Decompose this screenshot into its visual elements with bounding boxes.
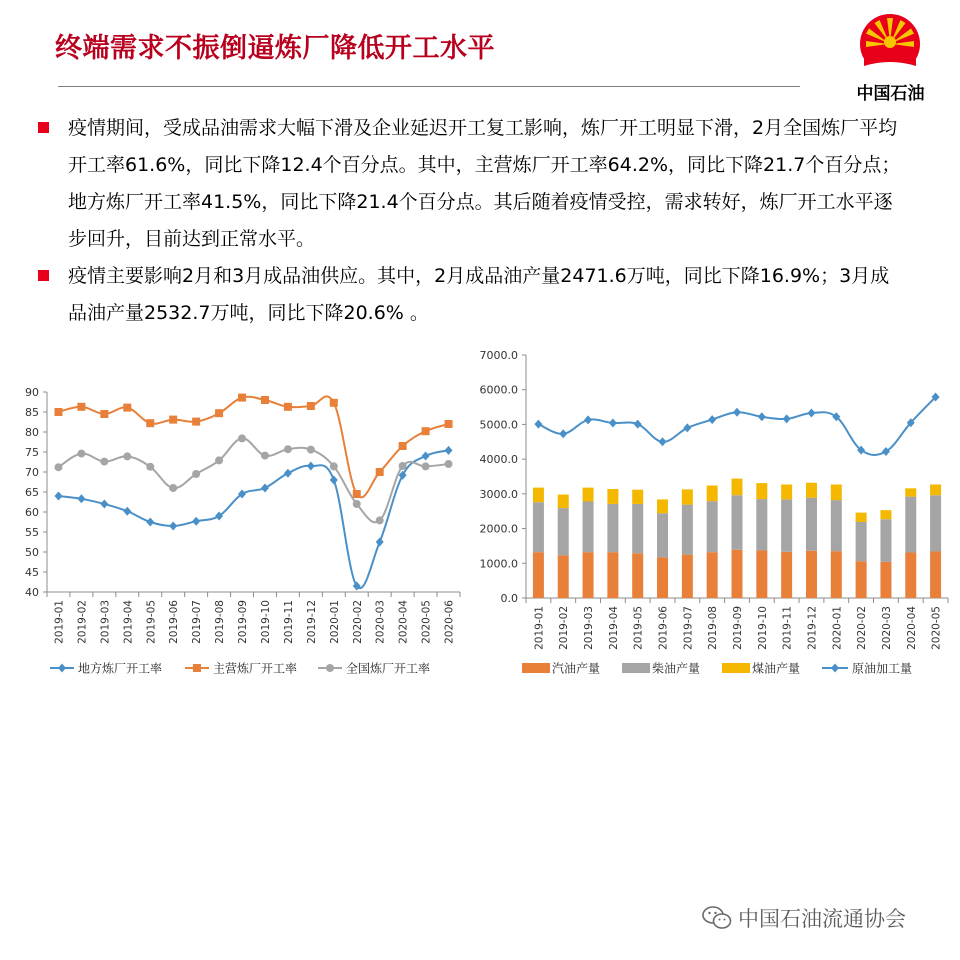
x-tick-label: 2019-04	[122, 600, 135, 644]
bar-segment	[607, 489, 618, 504]
bar-segment	[831, 484, 842, 500]
y-tick-label: 4000.0	[479, 453, 518, 467]
x-tick-label: 2020-04	[397, 600, 410, 644]
y-tick-label: 2000.0	[479, 522, 518, 536]
bar-segment	[632, 553, 643, 598]
data-point	[77, 494, 85, 503]
bullet-square-icon	[38, 270, 49, 281]
bullet-item	[36, 258, 906, 332]
x-tick-label: 2019-07	[191, 600, 204, 644]
data-point	[238, 434, 246, 442]
data-point	[307, 462, 315, 471]
bar-segment	[930, 495, 941, 551]
bar-segment	[806, 483, 817, 498]
data-point	[284, 403, 292, 411]
data-point	[169, 484, 177, 492]
bar-segment	[756, 483, 767, 499]
data-point	[445, 420, 453, 428]
data-point	[54, 492, 62, 501]
data-point	[238, 394, 246, 402]
x-tick-label: 2019-12	[305, 600, 318, 644]
x-tick-label: 2020-05	[930, 606, 943, 650]
bar-segment	[657, 499, 668, 513]
crude-data-point	[534, 420, 542, 429]
data-point	[100, 500, 108, 509]
x-tick-label: 2019-11	[781, 606, 794, 650]
data-point	[54, 463, 62, 471]
legend-swatch-marker	[58, 664, 66, 673]
data-point	[123, 452, 131, 460]
bar-segment	[707, 501, 718, 552]
bar-segment	[607, 552, 618, 598]
legend-label: 全国炼厂开工率	[346, 661, 431, 676]
x-tick-label: 2019-01	[53, 600, 66, 644]
data-point	[376, 538, 384, 547]
wechat-icon	[702, 905, 732, 931]
x-tick-label: 2020-05	[420, 600, 433, 644]
bullet-item	[36, 110, 906, 258]
series-line	[58, 450, 448, 588]
x-tick-label: 2019-08	[214, 600, 227, 644]
legend-swatch-bar	[522, 663, 550, 673]
bullet-list	[36, 110, 906, 332]
legend-swatch-marker	[326, 664, 334, 672]
data-point	[445, 446, 453, 455]
crude-data-point	[559, 429, 567, 438]
data-point	[123, 404, 131, 412]
data-point	[123, 507, 131, 516]
data-point	[376, 516, 384, 524]
bullet-square-icon	[38, 122, 49, 133]
footer-text: 中国石油流通协会	[738, 907, 906, 931]
y-tick-label: 70	[25, 466, 39, 479]
data-point	[215, 456, 223, 464]
legend-swatch-marker	[831, 664, 839, 673]
x-tick-label: 2019-03	[99, 600, 112, 644]
y-tick-label: 75	[25, 446, 39, 459]
crude-data-point	[733, 408, 741, 417]
x-tick-label: 2019-09	[732, 606, 744, 650]
refined-oil-output-bar-chart	[468, 340, 958, 690]
x-tick-label: 2020-02	[856, 606, 869, 650]
bar-segment	[707, 486, 718, 502]
bar-segment	[558, 555, 569, 598]
x-tick-label: 2019-02	[558, 606, 571, 650]
data-point	[284, 469, 292, 478]
data-point	[261, 484, 269, 493]
bar-segment	[732, 479, 743, 496]
crude-line	[538, 397, 935, 455]
bar-segment	[905, 497, 916, 553]
data-point	[353, 582, 361, 591]
y-tick-label: 7000.0	[479, 349, 518, 362]
x-tick-label: 2020-01	[328, 600, 341, 644]
page-title: 终端需求不振倒逼炼厂降低开工水平	[55, 33, 495, 64]
x-tick-label: 2020-03	[374, 600, 387, 644]
x-tick-label: 2020-01	[831, 606, 844, 650]
y-tick-label: 85	[25, 406, 39, 419]
data-point	[330, 476, 338, 485]
bar-segment	[930, 484, 941, 495]
x-tick-label: 2019-08	[707, 606, 720, 650]
x-tick-label: 2019-04	[607, 606, 620, 650]
crude-data-point	[708, 415, 716, 424]
bar-segment	[657, 513, 668, 557]
bar-segment	[533, 552, 544, 598]
footer-watermark	[702, 903, 906, 933]
bar-segment	[583, 501, 594, 552]
crude-data-point	[659, 437, 667, 446]
data-point	[330, 462, 338, 470]
bar-segment	[880, 519, 891, 562]
bar-segment	[607, 504, 618, 552]
bar-segment	[707, 552, 718, 598]
legend-label: 柴油产量	[652, 661, 701, 676]
data-point	[192, 470, 200, 478]
y-tick-label: 0.0	[500, 592, 518, 605]
data-point	[77, 403, 85, 411]
bar-segment	[880, 562, 891, 598]
legend-label: 主营炼厂开工率	[213, 661, 298, 676]
bar-segment	[583, 552, 594, 598]
data-point	[261, 452, 269, 460]
x-tick-label: 2019-03	[583, 606, 596, 650]
data-point	[215, 409, 223, 417]
x-tick-label: 2019-07	[682, 606, 695, 650]
data-point	[353, 490, 361, 498]
data-point	[100, 410, 108, 418]
x-tick-label: 2019-01	[533, 606, 546, 650]
bar-segment	[632, 504, 643, 553]
y-tick-label: 65	[25, 486, 39, 499]
y-tick-label: 60	[25, 506, 39, 519]
y-tick-label: 3000.0	[479, 487, 518, 501]
bar-segment	[657, 557, 668, 598]
crude-data-point	[758, 412, 766, 421]
data-point	[353, 500, 361, 508]
bar-segment	[880, 510, 891, 519]
y-tick-label: 1000.0	[479, 557, 518, 571]
crude-data-point	[783, 414, 791, 423]
data-point	[307, 446, 315, 454]
bar-segment	[781, 552, 792, 598]
data-point	[261, 396, 269, 404]
bar-segment	[732, 550, 743, 598]
x-tick-label: 2019-05	[632, 606, 645, 650]
data-point	[307, 402, 315, 410]
legend-label: 地方炼厂开工率	[78, 661, 163, 676]
x-tick-label: 2020-04	[905, 606, 918, 650]
y-tick-label: 45	[25, 566, 39, 579]
x-tick-label: 2019-09	[237, 600, 250, 644]
bullet-text: 疫情期间，受成品油需求大幅下滑及企业延迟开工复工影响，炼厂开工明显下滑，2月全国炼厂平均开工率61.6%，同比下降12.4个百分点。其中，主营炼厂开工率64.2%，同比下降21.7个百分点；地方炼厂开工率41.5%，同比下降21.4个百分点。其后随着疫情受控，需求转好，炼厂开工水平逐步回升，目前达到正常水平。	[68, 117, 901, 250]
data-point	[445, 460, 453, 468]
bar-segment	[856, 522, 867, 561]
bar-segment	[856, 513, 867, 522]
y-tick-label: 55	[25, 526, 39, 539]
data-point	[399, 442, 407, 450]
bar-segment	[856, 561, 867, 598]
data-point	[146, 518, 154, 527]
bullet-text: 疫情主要影响2月和3月成品油供应。其中，2月成品油产量2471.6万吨，同比下降16.9%；3月成品油产量2532.7万吨，同比下降20.6% 。	[68, 265, 890, 324]
y-tick-label: 6000.0	[479, 383, 518, 397]
x-tick-label: 2019-06	[657, 606, 670, 650]
bar-segment	[558, 495, 569, 509]
data-point	[77, 450, 85, 458]
bar-segment	[732, 495, 743, 550]
x-tick-label: 2019-10	[259, 600, 272, 644]
x-tick-label: 2019-06	[168, 600, 181, 644]
data-point	[284, 445, 292, 453]
y-tick-label: 40	[25, 586, 39, 599]
bar-segment	[930, 551, 941, 598]
x-tick-label: 2019-05	[145, 600, 158, 644]
bar-segment	[682, 555, 693, 598]
data-point	[376, 468, 384, 476]
y-tick-label: 5000.0	[479, 418, 518, 432]
data-point	[330, 399, 338, 407]
crude-data-point	[683, 423, 691, 432]
legend-label: 原油加工量	[852, 661, 913, 676]
data-point	[146, 463, 154, 471]
x-tick-label: 2019-12	[806, 606, 819, 650]
crude-data-point	[584, 415, 592, 424]
crude-data-point	[807, 408, 815, 417]
data-point	[100, 458, 108, 466]
x-tick-label: 2019-10	[756, 606, 769, 650]
data-point	[192, 418, 200, 426]
x-tick-label: 2020-02	[351, 600, 364, 644]
bar-segment	[806, 551, 817, 598]
bar-segment	[756, 499, 767, 550]
bar-segment	[905, 488, 916, 496]
data-point	[169, 416, 177, 424]
bar-segment	[806, 498, 817, 551]
logo-text: 中国石油	[856, 84, 925, 104]
crude-data-point	[609, 419, 617, 428]
data-point	[54, 408, 62, 416]
x-tick-label: 2020-06	[443, 600, 456, 644]
bar-segment	[682, 489, 693, 504]
bar-segment	[533, 502, 544, 552]
bar-segment	[781, 484, 792, 499]
y-tick-label: 90	[25, 386, 39, 399]
title-divider	[58, 86, 800, 87]
data-point	[422, 462, 430, 470]
bar-segment	[781, 499, 792, 551]
data-point	[169, 522, 177, 531]
legend-label: 汽油产量	[552, 661, 601, 676]
data-point	[422, 452, 430, 461]
x-tick-label: 2020-03	[880, 606, 893, 650]
bar-segment	[533, 488, 544, 503]
bar-segment	[756, 550, 767, 598]
legend-label: 煤油产量	[752, 661, 801, 676]
data-point	[146, 419, 154, 427]
bar-segment	[558, 508, 569, 555]
data-point	[422, 427, 430, 435]
bar-segment	[583, 488, 594, 502]
data-point	[192, 517, 200, 526]
legend-swatch-marker	[193, 664, 201, 672]
refinery-utilization-line-chart	[0, 372, 470, 690]
bar-segment	[831, 551, 842, 598]
bar-segment	[632, 490, 643, 504]
x-tick-label: 2019-11	[282, 600, 295, 644]
legend-swatch-bar	[722, 663, 750, 673]
bar-segment	[905, 553, 916, 598]
bar-segment	[682, 505, 693, 555]
bar-segment	[831, 500, 842, 551]
legend-swatch-bar	[622, 663, 650, 673]
y-tick-label: 50	[25, 546, 39, 559]
x-tick-label: 2019-02	[76, 600, 89, 644]
data-point	[399, 462, 407, 470]
y-tick-label: 80	[25, 426, 39, 439]
crude-data-point	[634, 420, 642, 429]
